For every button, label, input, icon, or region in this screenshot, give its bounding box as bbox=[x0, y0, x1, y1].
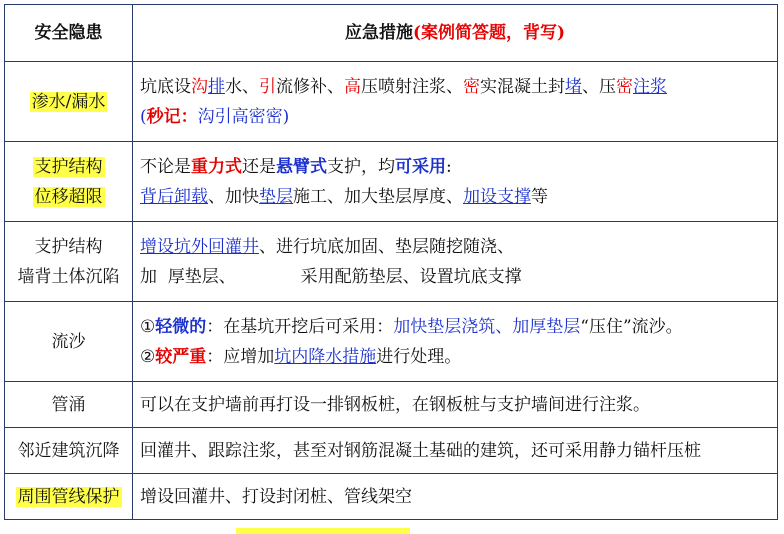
hazard-cell: 流沙 bbox=[5, 302, 133, 382]
hazard-cell: 周围管线保护 bbox=[5, 474, 133, 520]
hazard-cell: 管涌 bbox=[5, 382, 133, 428]
measure-cell: ①轻微的：在基坑开挖后可采用：加快垫层浇筑、加厚垫层“压住”流沙。 ②较严重：应增加坑内降水措施进行处理。 bbox=[133, 302, 778, 382]
measure-cell: 增设回灌井、打设封闭桩、管线架空 bbox=[133, 474, 778, 520]
table-row bbox=[5, 474, 778, 520]
table-row bbox=[5, 222, 778, 302]
hazard-cell: 支护结构 墙背土体沉陷 bbox=[5, 222, 133, 302]
measure-cell: 坑底设沟排水、引流修补、高压喷射注浆、密实混凝土封堵、压密注浆 (秒记：沟引高密密) bbox=[133, 62, 778, 142]
header-row bbox=[5, 5, 778, 62]
table-row bbox=[5, 62, 778, 142]
measure-cell: 增设坑外回灌井、进行坑底加固、垫层随挖随浇、 加 厚垫层、 采用配筋垫层、设置坑底支撑 bbox=[133, 222, 778, 302]
hazard-cell bbox=[5, 62, 133, 142]
measure-cell: 不论是重力式还是悬臂式支护，均可采用: 背后卸载、加快垫层施工、加大垫层厚度、加设支撑等 bbox=[133, 142, 778, 222]
measure-cell: 回灌井、跟踪注浆，甚至对钢筋混凝土基础的建筑，还可采用静力锚杆压桩 bbox=[133, 428, 778, 474]
hazard-label: 渗水/漏水 bbox=[31, 91, 106, 112]
header-hazard: 安全隐患 bbox=[5, 5, 133, 62]
header-note: (案例简答题，背写) bbox=[412, 23, 566, 43]
header-measures: 应急措施(案例简答题，背写) bbox=[133, 5, 778, 62]
table-row bbox=[5, 142, 778, 222]
table-row bbox=[5, 382, 778, 428]
table-row bbox=[5, 428, 778, 474]
safety-table bbox=[4, 4, 778, 520]
table-row bbox=[5, 302, 778, 382]
hazard-cell: 邻近建筑沉降 bbox=[5, 428, 133, 474]
measure-cell: 可以在支护墙前再打设一排钢板桩，在钢板桩与支护墙间进行注浆。 bbox=[133, 382, 778, 428]
hazard-cell: 支护结构 位移超限 bbox=[5, 142, 133, 222]
highlight-mark bbox=[236, 528, 410, 534]
